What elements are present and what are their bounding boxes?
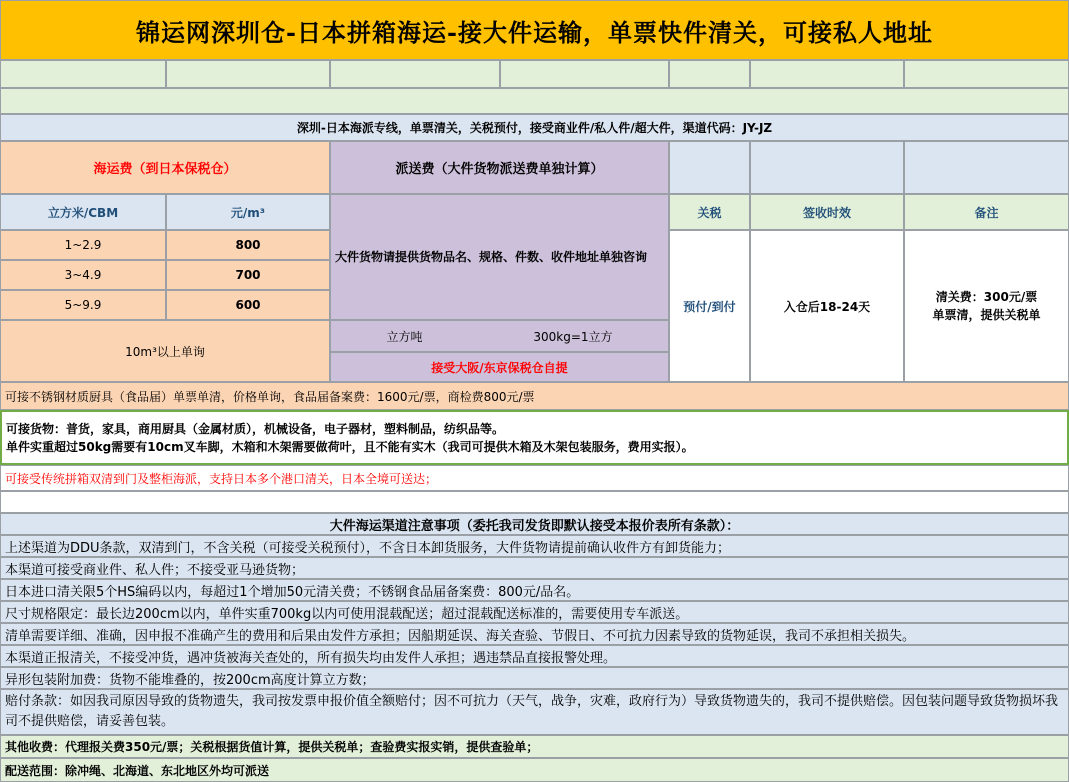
delivery-fee-header: 派送费（大件货物派送费单独计算）	[330, 141, 669, 194]
empty-row	[0, 88, 1069, 114]
compensation-terms	[0, 689, 1069, 735]
empty-cell	[669, 141, 750, 194]
ton-rule: 300kg=1立方	[533, 329, 613, 344]
compensation-text: 赔付条款：如因我司原因导致的货物遗失，我司按发票申报价值全额赔付；因不可抗力（天气，战争，灾难，政府行为）导致货物遗失的，我司不提供赔偿。因包装问题导致货物损坏我司不提供赔偿，请妥善包装。	[5, 694, 1059, 729]
note-row: 异形包装附加费：货物不能堆叠的，按200cm高度计算立方数；	[0, 667, 1069, 689]
volume-column-header: 立方米/CBM	[0, 194, 166, 230]
empty-row	[0, 491, 1069, 513]
tax-header: 关税	[669, 194, 750, 230]
page-title: 锦运网深圳仓-日本拼箱海运-接大件运输，单票快件清关，可接私人地址	[0, 0, 1069, 60]
volume-range-cell: 1~2.9	[0, 230, 166, 260]
ton-label: 立方吨	[386, 329, 423, 344]
stainless-kitchenware-note: 可接不锈钢材质厨具（食品届）单票单清，价格单询，食品届备案费：1600元/票，商检费800元/票	[0, 382, 1069, 410]
empty-cell	[750, 60, 904, 88]
tax-value: 预付/到付	[669, 230, 750, 382]
delivery-note-text: 大件货物请提供货物品名、规格、件数、收件地址单独咨询	[335, 250, 648, 264]
volume-range-cell: 5~9.9	[0, 290, 166, 320]
empty-cell	[500, 60, 669, 88]
notes-title: 大件海运渠道注意事项（委托我司发货即默认接受本报价表所有条款）：	[0, 513, 1069, 535]
note-row: 日本进口清关限5个HS编码以内，每超过1个增加50元清关费；不锈钢食品届备案费：800元/品名。	[0, 579, 1069, 601]
delivery-note	[330, 194, 669, 320]
remark-line-2: 单票清，提供关税单	[932, 308, 1041, 322]
remark-line-1: 清关费：300元/票	[935, 290, 1038, 304]
empty-cell	[669, 60, 750, 88]
note-row: 清单需要详细、准确，因申报不准确产生的费用和后果由发件方承担；因船期延误、海关查验、节假日、不可抗力因素导致的货物延误，我司不承担相关损失。	[0, 623, 1069, 645]
delivery-scope: 配送范围：除冲绳、北海道、东北地区外均可派送	[0, 758, 1069, 782]
accepted-goods-line: 可接货物：普货，家具，商用厨具（金属材质），机械设备，电子器材，塑料制品，纺织品等。	[6, 421, 505, 436]
note-row: 尺寸规格限定：最长边200cm以内，单件实重700kg以内可使用混载配送；超过混载配送标准的，需要使用专车派送。	[0, 601, 1069, 623]
timing-header: 签收时效	[750, 194, 904, 230]
ton-rule-row	[330, 320, 669, 352]
note-row: 上述渠道为DDU条款，双清到门，不含关税（可接受关税预付），不含日本卸货服务，大件货物请提前确认收件方有卸货能力；	[0, 535, 1069, 557]
empty-cell	[330, 60, 500, 88]
price-column-header: 元/m³	[166, 194, 330, 230]
over-ten-cbm-note: 10m³以上单询	[0, 320, 330, 382]
note-row: 本渠道可接受商业件、私人件；不接受亚马逊货物；	[0, 557, 1069, 579]
empty-cell	[904, 141, 1069, 194]
empty-cell	[904, 60, 1069, 88]
note-row: 本渠道正报清关，不接受冲货，遇冲货被海关查处的，所有损失均由发件人承担；遇违禁品直接报警处理。	[0, 645, 1069, 667]
bonded-pickup-note: 接受大阪/东京保税仓自提	[330, 352, 669, 382]
price-cell: 700	[166, 260, 330, 290]
heavy-cargo-line: 单件实重超过50kg需要有10cm叉车脚，木箱和木架需要做荷叶，且不能有实木（我司可提供木箱及木架包装服务，费用实报）。	[6, 439, 694, 454]
price-cell: 800	[166, 230, 330, 260]
empty-cell	[0, 60, 166, 88]
accepted-goods-box	[0, 410, 1069, 465]
empty-cell	[166, 60, 330, 88]
sea-freight-header: 海运费（到日本保税仓）	[0, 141, 330, 194]
remark-value	[904, 230, 1069, 382]
remark-header: 备注	[904, 194, 1069, 230]
channel-description: 深圳-日本海派专线，单票清关，关税预付，接受商业件/私人件/超大件，渠道代码：JY-JZ	[0, 114, 1069, 141]
volume-range-cell: 3~4.9	[0, 260, 166, 290]
timing-value: 入仓后18-24天	[750, 230, 904, 382]
empty-cell	[750, 141, 904, 194]
traditional-lcl-note: 可接受传统拼箱双清到门及整柜海派，支持日本多个港口清关，日本全境可送达；	[0, 465, 1069, 491]
price-cell: 600	[166, 290, 330, 320]
other-fees: 其他收费：代理报关费350元/票；关税根据货值计算，提供关税单；查验费实报实销，提供查验单；	[0, 735, 1069, 758]
